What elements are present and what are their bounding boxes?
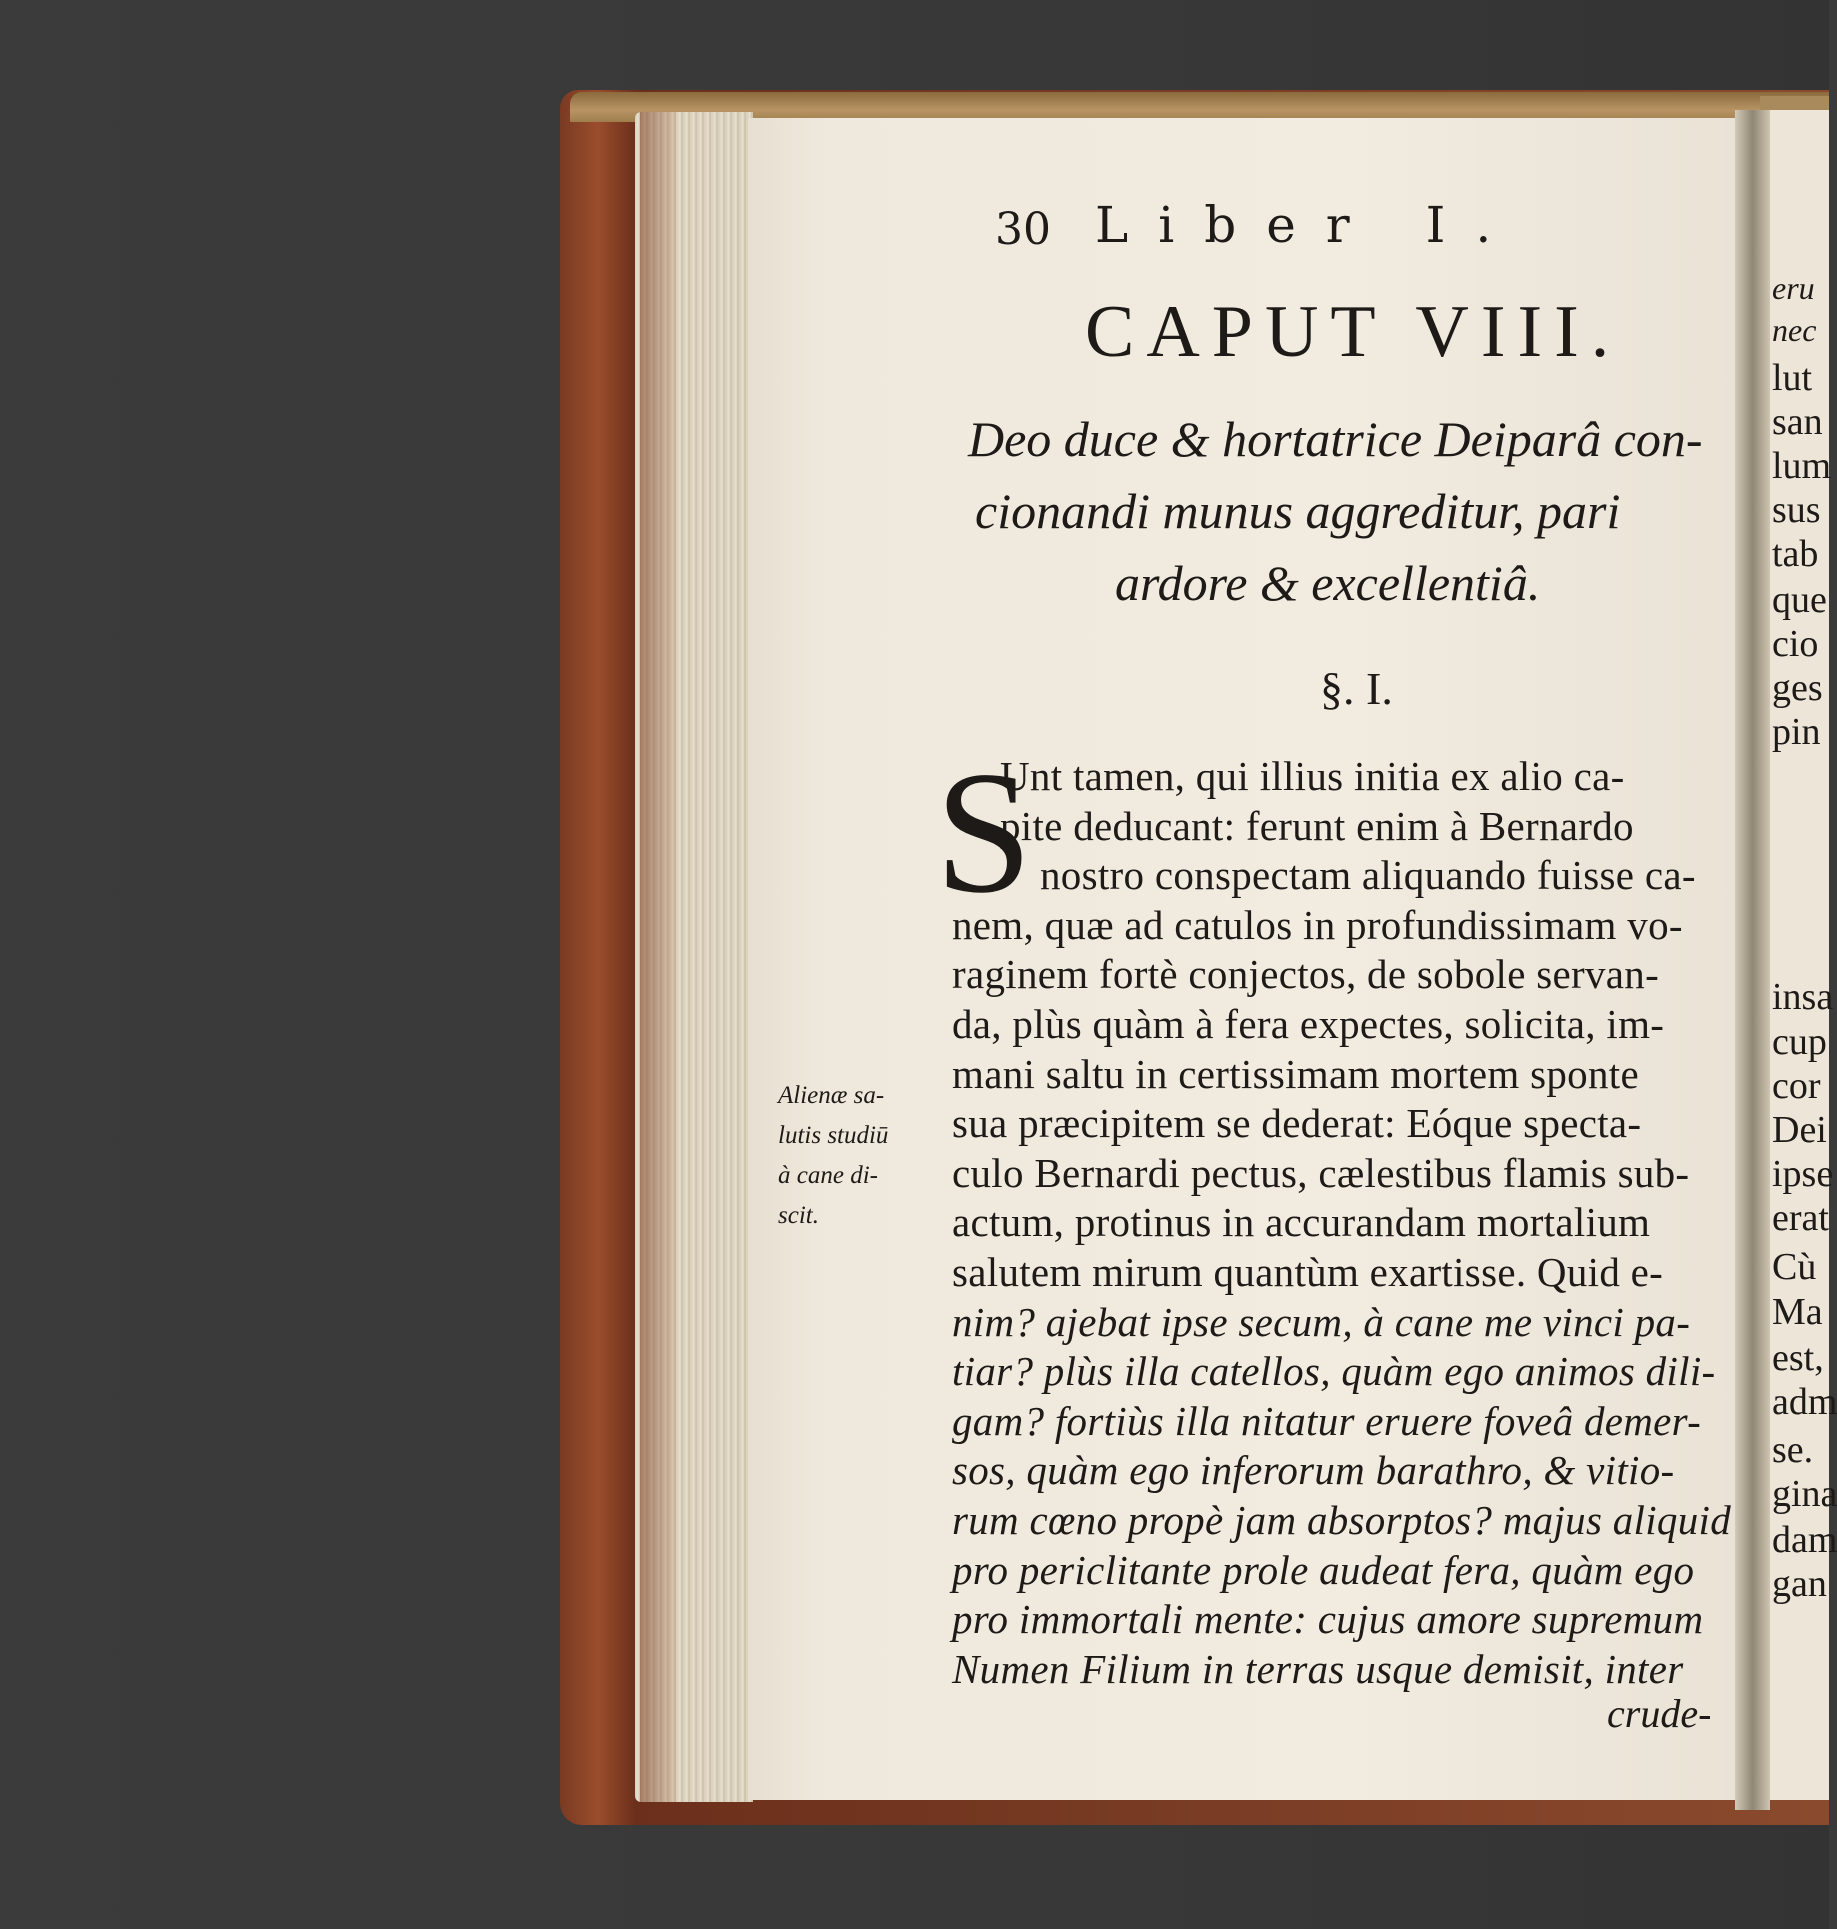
right-page-fragment: insa <box>1772 976 1834 1018</box>
margin-note-line: lutis studiū <box>778 1122 889 1149</box>
summary-line: ardore & excellentiâ. <box>1115 555 1541 611</box>
summary-line: Deo duce & hortatrice Deiparâ con- <box>968 411 1703 467</box>
book-gutter <box>1735 110 1770 1810</box>
margin-note-line: scit. <box>778 1202 819 1229</box>
right-page-fragment: cor <box>1772 1065 1821 1107</box>
right-page-fragment: Ma <box>1772 1291 1823 1333</box>
right-page-fragment: Cù <box>1772 1246 1817 1288</box>
body-line: sua præcipitem se dederat: Eóque specta- <box>952 1100 1642 1147</box>
body-line: nim? ajebat ipse secum, à cane me vinci pa- <box>952 1298 1691 1345</box>
body-line: nem, quæ ad catulos in profundissimam vo- <box>952 901 1683 948</box>
right-page-fragment: gan <box>1772 1563 1827 1605</box>
right-page-fragment: lum <box>1772 445 1832 487</box>
body-line: pro immortali mente: cujus amore supremum <box>952 1596 1704 1643</box>
body-line: actum, protinus in accurandam mortalium <box>952 1199 1651 1246</box>
body-line: Unt tamen, qui illius initia ex alio ca- <box>1000 753 1625 799</box>
right-page-fragment: sus <box>1772 489 1821 531</box>
body-line: pro periclitante prole audeat fera, quàm ego <box>952 1546 1695 1593</box>
margin-note-line: à cane di- <box>778 1162 878 1189</box>
body-line: sos, quàm ego inferorum barathro, & vitio- <box>952 1447 1675 1494</box>
right-page-fragment: adm <box>1772 1381 1837 1423</box>
chapter-title: CAPUT VIII. <box>1085 291 1622 373</box>
drop-initial: S <box>935 735 1033 929</box>
folio-number: 30 <box>995 204 1051 255</box>
body-line: salutem mirum quantùm exartisse. Quid e- <box>952 1249 1664 1295</box>
body-line: culo Bernardi pectus, cælestibus flamis sub- <box>952 1149 1690 1196</box>
margin-note-line: Alienæ sa- <box>778 1082 885 1109</box>
right-page-fragment: eru <box>1772 270 1815 306</box>
right-page-fragment: Dei <box>1772 1109 1827 1151</box>
right-page-fragment: erat <box>1772 1197 1829 1239</box>
body-line: Numen Filium in terras usque demisit, inter <box>952 1645 1684 1692</box>
right-page-fragment: se. <box>1772 1429 1814 1471</box>
summary-line: cionandi munus aggreditur, pari <box>975 483 1621 539</box>
right-page-fragment: cio <box>1772 623 1819 665</box>
body-line: mani saltu in certissimam mortem sponte <box>952 1050 1639 1097</box>
right-page-fragment: que <box>1772 579 1827 621</box>
page-edges-shade <box>640 112 676 1802</box>
right-page-fragment: ipse <box>1772 1153 1834 1195</box>
body-line: tiar? plùs illa catellos, quàm ego animos dili- <box>952 1348 1716 1395</box>
catchword: crude- <box>1607 1691 1712 1736</box>
right-page-fragment: ges <box>1772 667 1823 709</box>
right-page-fragment: tab <box>1772 533 1819 575</box>
right-page-fragment: est, <box>1772 1337 1824 1379</box>
body-line: gam? fortiùs illa nitatur eruere foveâ demer- <box>952 1397 1702 1444</box>
right-page-fragment: nec <box>1772 312 1817 348</box>
body-line: pite deducant: ferunt enim à Bernardo <box>1000 802 1634 849</box>
running-head: Liber I. <box>1095 196 1522 254</box>
body-line: rum cœno propè jam absorptos? majus aliquid <box>952 1497 1732 1543</box>
right-page-fragment: san <box>1772 401 1823 443</box>
right-page-fragment: cup <box>1772 1021 1827 1063</box>
body-line: raginem fortè conjectos, de sobole servan- <box>952 951 1660 998</box>
right-page-fragment: pin <box>1772 711 1821 753</box>
body-line: da, plùs quàm à fera expectes, solicita, im- <box>952 1001 1665 1047</box>
body-line: nostro conspectam aliquando fuisse ca- <box>1040 852 1696 899</box>
right-page-fragment: lut <box>1772 357 1813 399</box>
right-page-fragment: dam <box>1772 1519 1837 1561</box>
section-mark: §. I. <box>1320 663 1393 714</box>
right-page-fragment: gina <box>1772 1473 1837 1515</box>
